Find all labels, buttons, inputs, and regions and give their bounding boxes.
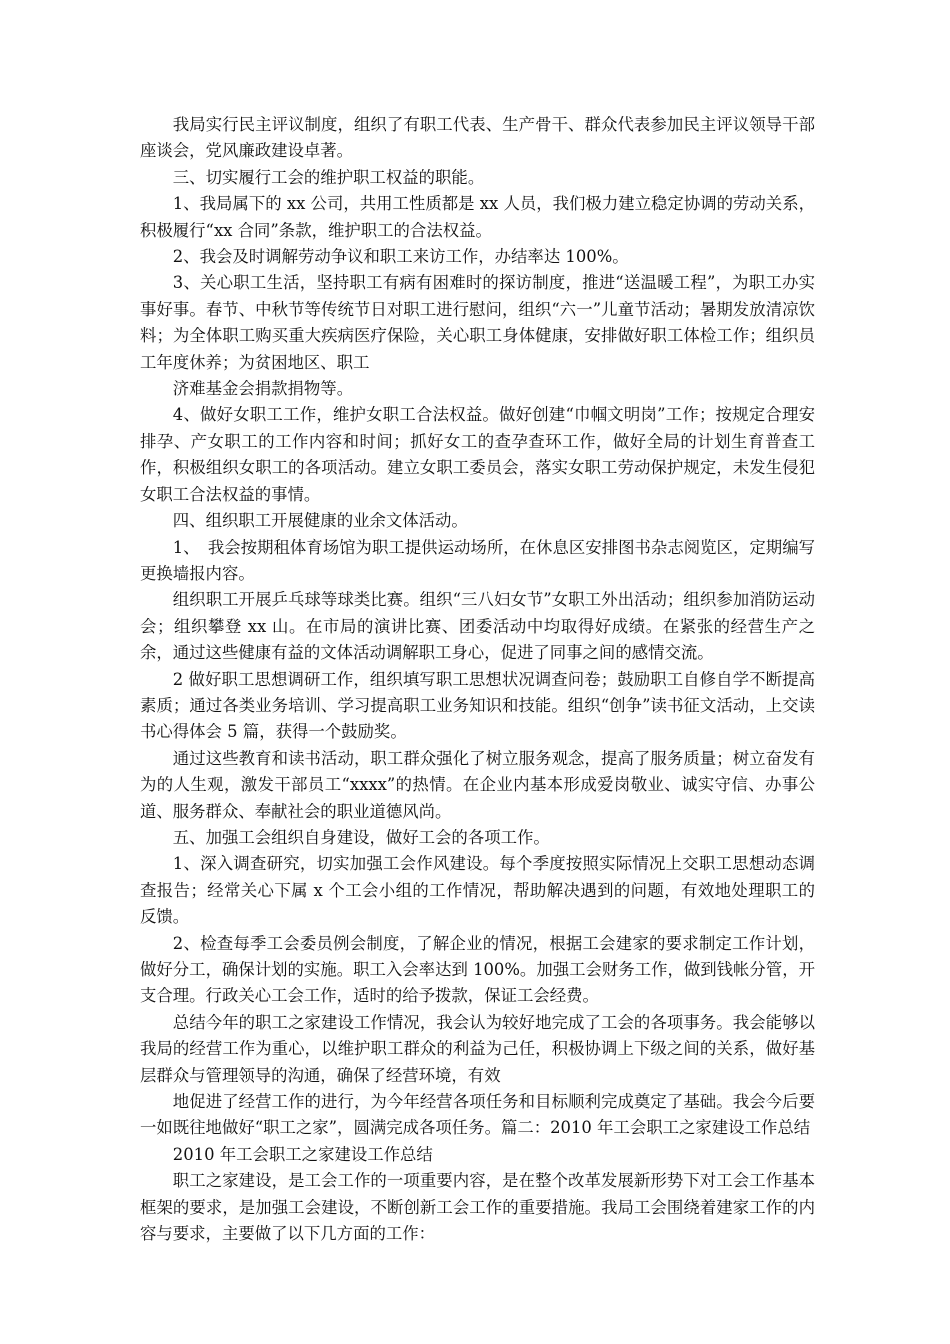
paragraph-democratic-review: 我局实行民主评议制度，组织了有职工代表、生产骨干、群众代表参加民主评议领导干部座谈会，党风廉政建设卓著。 (140, 115, 815, 161)
subtitle-2010-summary: 2010 年工会职工之家建设工作总结 (172, 1144, 433, 1164)
section-heading-3: 三、切实履行工会的维护职工权益的职能。 (172, 167, 485, 187)
paragraph-item-5-1: 1、深入调查研究，切实加强工会作风建设。每个季度按照实际情况上交职工思想动态调查报告；经常关心下属 x 个工会小组的工作情况，帮助解决遇到的问题，有效地处理职工的反馈。 (140, 854, 815, 927)
paragraph-item-4-1: 1、 我会按期租体育场馆为职工提供运动场所，在休息区安排图书杂志阅览区，定期编写更换墙报内容。 (140, 537, 815, 583)
section-heading-5: 五、加强工会组织自身建设，做好工会的各项工作。 (172, 827, 550, 847)
paragraph-summary: 总结今年的职工之家建设工作情况，我会认为较好地完成了工会的各项事务。我会能够以我局的经营工作为重心，以维护职工群众的利益为己任，积极协调上下级之间的关系，做好基层群众与管理领导的沟通，确保了经营环境，有效 (140, 1012, 815, 1085)
paragraph-item-5-2: 2、检查每季工会委员例会制度，了解企业的情况，根据工会建家的要求制定工作计划，做好分工，确保计划的实施。职工入会率达到 100%。加强工会财务工作，做到钱帐分管，开支合理。行政关心工会工作，适时的给予拨款，保证工会经费。 (140, 933, 815, 1006)
paragraph-sports-activities: 组织职工开展乒乓球等球类比赛。组织“三八妇女节”女职工外出活动；组织参加消防运动会；组织攀登 xx 山。在市局的演讲比赛、团委活动中均取得好成绩。在紧张的经营生产之余，通过这些健康有益的文体活动调解职工身心，促进了同事之间的感情交流。 (140, 590, 815, 663)
paragraph-item-3-3-continued: 济难基金会捐款捐物等。 (172, 379, 354, 399)
paragraph-item-3-3: 3、关心职工生活，坚持职工有病有困难时的探访制度，推进“送温暖工程”，为职工办实事好事。春节、中秋节等传统节日对职工进行慰问，组织“六一”儿童节活动；暑期发放清凉饮料；为全体职工购买重大疾病医疗保险，关心职工身体健康，安排做好职工体检工作；组织员工年度休养；为贫困地区、职工 (140, 273, 815, 372)
paragraph-item-4-2: 2 做好职工思想调研工作，组织填写职工思想状况调查问卷；鼓励职工自修自学不断提高素质；通过各类业务培训、学习提高职工业务知识和技能。组织“创争”读书征文活动，上交读书心得体会 5 篇，获得一个鼓励奖。 (140, 669, 815, 742)
paragraph-item-3-1: 1、我局属下的 xx 公司，共用工性质都是 xx 人员，我们极力建立稳定协调的劳动关系，积极履行“xx 合同”条款，维护职工的合法权益。 (140, 194, 815, 240)
paragraph-item-3-4: 4、做好女职工工作，维护女职工合法权益。做好创建“巾帼文明岗”工作；按规定合理安排孕、产女职工的工作内容和时间；抓好女工的查孕查环工作，做好全局的计划生育普查工作，积极组织女职工的各项活动。建立女职工委员会，落实女职工劳动保护规定，未发生侵犯女职工合法权益的事情。 (140, 405, 815, 504)
paragraph-education-results: 通过这些教育和读书活动，职工群众强化了树立服务观念，提高了服务质量；树立奋发有为的人生观，激发干部员工“xxxx”的热情。在企业内基本形成爱岗敬业、诚实守信、办事公道、服务群众、奉献社会的职业道德风尚。 (140, 748, 815, 821)
paragraph-item-3-2: 2、我会及时调解劳动争议和职工来访工作，办结率达 100%。 (172, 247, 629, 267)
document-page (140, 112, 815, 1247)
paragraph-summary-continued: 地促进了经营工作的进行，为今年经营各项任务和目标顺利完成奠定了基础。我会今后要一如既往地做好“职工之家”，圆满完成各项任务。篇二：2010 年工会职工之家建设工作总结 (140, 1092, 815, 1138)
paragraph-home-building-intro: 职工之家建设，是工会工作的一项重要内容，是在整个改革发展新形势下对工会工作基本框架的要求，是加强工会建设，不断创新工会工作的重要措施。我局工会围绕着建家工作的内容与要求，主要做了以下几方面的工作： (140, 1171, 815, 1244)
section-heading-4: 四、组织职工开展健康的业余文体活动。 (172, 511, 468, 531)
